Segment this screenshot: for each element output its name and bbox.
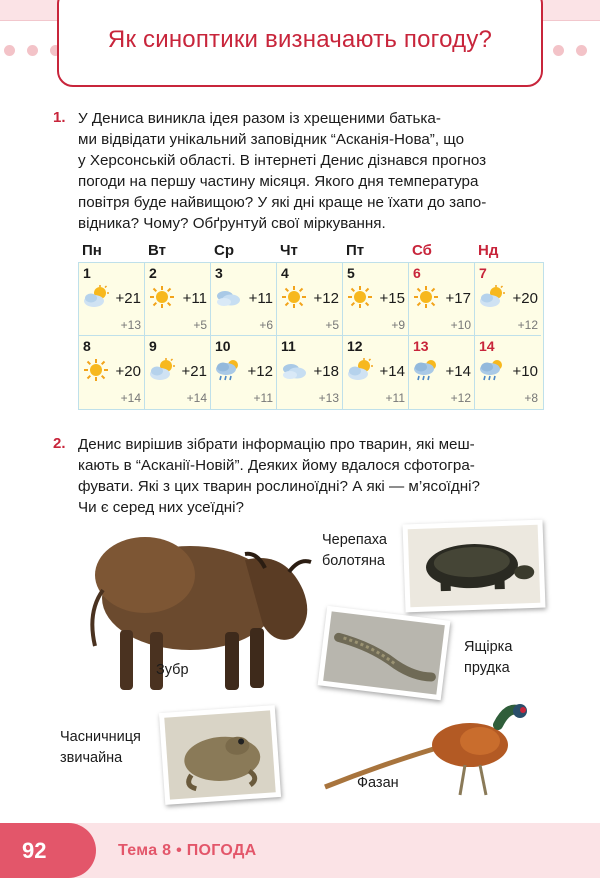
forecast-high-temp: +10 [512,363,538,380]
page-number: 92 [22,838,47,863]
task-1-line: повітря буде найвищою? У які дні краще не їхати до запо- [78,194,487,211]
forecast-high-temp: +20 [512,290,538,307]
forecast-high-temp: +12 [313,290,339,307]
turtle-photo [403,520,546,613]
forecast-low-temp: +5 [193,318,207,332]
rain-icon [215,358,241,382]
forecast-cell [145,263,211,336]
forecast-high-temp: +17 [445,290,471,307]
task-2-line: фувати. Які з цих тварин рослиноїдні? А які — м’ясоїдні? [78,478,480,495]
weekday-label: Сб [412,242,432,259]
forecast-cell [277,336,343,409]
partly-cloudy-icon [83,285,109,309]
task-1-number: 1. [53,109,66,126]
forecast-date: 3 [215,265,223,281]
forecast-low-temp: +10 [450,318,471,332]
turtle-caption-line: болотяна [322,553,385,569]
forecast-high-temp: +21 [181,363,207,380]
forecast-cell [409,336,475,409]
task-2-number: 2. [53,435,66,452]
forecast-low-temp: +13 [120,318,141,332]
task-2-line: Денис вирішив зібрати інформацію про тварин, які меш- [78,436,475,453]
task-1-line: у Херсонській області. В інтернеті Денис дізнався прогноз [78,152,487,169]
weekday-label: Нд [478,242,499,259]
forecast-date: 9 [149,338,157,354]
forecast-cell [409,263,475,336]
forecast-high-temp: +20 [115,363,141,380]
forecast-date: 1 [83,265,91,281]
forecast-date: 6 [413,265,421,281]
turtle-caption [322,530,387,572]
pheasant-image [320,695,545,805]
forecast-cell [475,263,541,336]
toad-caption-line: звичайна [60,750,123,766]
rain-icon [413,358,439,382]
toad-photo [159,705,281,805]
forecast-date: 4 [281,265,289,281]
forecast-low-temp: +14 [120,391,141,405]
forecast-high-temp: +12 [247,363,273,380]
forecast-date: 14 [479,338,495,354]
forecast-high-temp: +15 [379,290,405,307]
forecast-high-temp: +21 [115,290,141,307]
forecast-date: 11 [281,338,296,354]
forecast-low-temp: +8 [524,391,538,405]
forecast-date: 5 [347,265,355,281]
forecast-date: 12 [347,338,363,354]
weekday-label: Вт [148,242,166,259]
forecast-low-temp: +6 [259,318,273,332]
forecast-high-temp: +14 [445,363,471,380]
forecast-cell [475,336,541,409]
task-2-line: кають в “Асканії-Новій”. Деяких йому вдалося сфотогра- [78,457,475,474]
weekday-label: Чт [280,242,298,259]
forecast-cell [79,336,145,409]
forecast-cell [79,263,145,336]
weekday-label: Пт [346,242,365,259]
sun-icon [281,285,307,309]
forecast-low-temp: +12 [517,318,538,332]
sun-icon [149,285,175,309]
task-1-line: погоди на першу частину місяця. Якого дня температура [78,173,479,190]
title-box [57,0,543,87]
page-number-tab [0,823,96,878]
forecast-cell [277,263,343,336]
turtle-caption-line: Черепаха [322,532,387,548]
lizard-caption [464,637,512,679]
weekday-label: Ср [214,242,234,259]
task-1-text [78,108,550,234]
forecast-cell [211,263,277,336]
forecast-high-temp: +18 [313,363,339,380]
sun-icon [83,358,109,382]
forecast-high-temp: +14 [379,363,405,380]
bison-caption: Зубр [156,662,189,678]
toad-caption [60,727,141,769]
decor-dots-left [4,45,61,57]
page-title: Як синоптики визначають погоду? [107,26,493,53]
task-1-line: ми відвідати унікальний заповідник “Асканія-Нова”, що [78,131,465,148]
forecast-low-temp: +13 [318,391,339,405]
lizard-photo [318,606,451,701]
forecast-high-temp: +11 [248,290,273,307]
pheasant-caption: Фазан [357,775,399,791]
forecast-low-temp: +9 [391,318,405,332]
forecast-low-temp: +14 [186,391,207,405]
toad-caption-line: Часничниця [60,729,141,745]
forecast-date: 7 [479,265,487,281]
task-2-line: Чи є серед них усеїдні? [78,499,244,516]
forecast-date: 13 [413,338,429,354]
cloud-icon [215,285,241,309]
forecast-cell [145,336,211,409]
forecast-date: 8 [83,338,91,354]
bison-image [75,520,330,700]
rain-icon [479,358,505,382]
sun-icon [413,285,439,309]
cloud-icon [281,358,307,382]
forecast-cell [211,336,277,409]
chapter-topic: Тема 8 • ПОГОДА [118,842,257,859]
partly-cloudy-icon [479,285,505,309]
task-1-line: У Дениса виникла ідея разом із хрещеними батька- [78,110,441,127]
forecast-low-temp: +5 [325,318,339,332]
forecast-low-temp: +12 [450,391,471,405]
task-2-text [78,434,550,518]
lizard-caption-line: прудка [464,660,510,676]
forecast-date: 10 [215,338,231,354]
forecast-low-temp: +11 [253,391,273,405]
forecast-low-temp: +11 [385,391,405,405]
forecast-cell [343,336,409,409]
forecast-cell [343,263,409,336]
weekday-label: Пн [82,242,102,259]
forecast-date: 2 [149,265,157,281]
forecast-high-temp: +11 [182,290,207,307]
weather-forecast-table [78,262,544,410]
lizard-caption-line: Ящірка [464,639,513,655]
partly-cloudy-icon [347,358,373,382]
task-1-line: відника? Чому? Обґрунтуй свої міркування. [78,215,386,232]
sun-icon [347,285,373,309]
partly-cloudy-icon [149,358,175,382]
